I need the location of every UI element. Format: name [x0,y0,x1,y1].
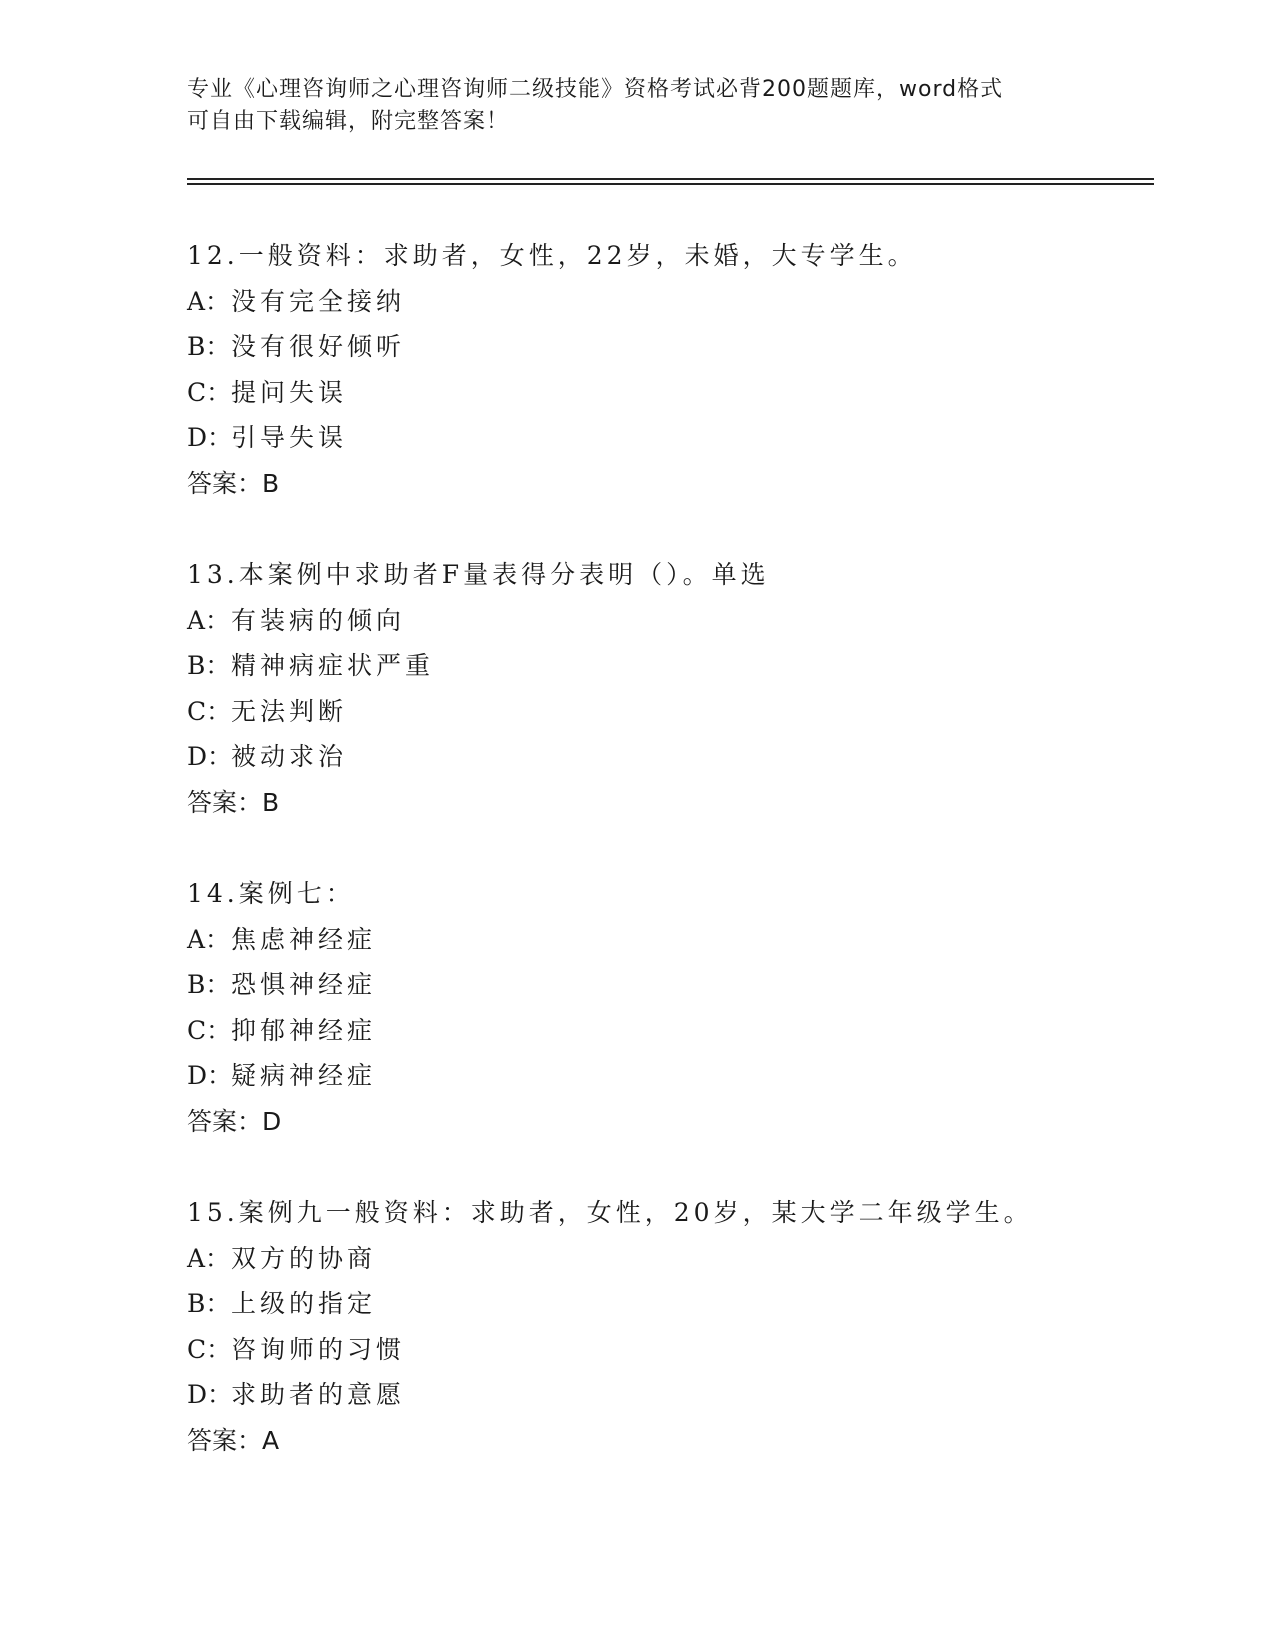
option-letter: B： [187,332,231,361]
answer-line: 答案：B [187,468,280,498]
option-text: 求助者的意愿 [231,1380,406,1409]
option-letter: D： [187,742,233,771]
question-15 [187,1190,1147,1463]
header-divider-bottom [187,183,1154,185]
option-d [187,415,1147,461]
option-letter: C： [187,377,232,407]
header-line-2: 可自由下载编辑，附完整答案！ [187,109,510,134]
option-letter: A： [187,1243,231,1273]
option-c [187,370,1147,416]
option-letter: D： [187,1380,233,1409]
option-letter: C： [187,1334,232,1364]
option-text: 引导失误 [231,423,348,452]
option-d [187,1372,1147,1418]
option-c [187,689,1147,735]
question-stem: 13.本案例中求助者F量表得分表明（）。单选 [187,560,770,589]
option-a [187,279,1147,325]
option-text: 抑郁神经症 [231,1015,377,1045]
question-stem: 14.案例七： [187,879,355,908]
option-d [187,734,1147,780]
option-text: 被动求治 [231,742,348,771]
option-letter: A： [187,924,231,954]
option-b [187,324,1147,370]
document-header [187,74,1087,138]
option-text: 提问失误 [231,377,348,407]
option-text: 无法判断 [231,696,348,726]
option-letter: D： [187,423,233,452]
answer-line: 答案：D [187,1106,282,1136]
option-c [187,1008,1147,1054]
answer-line: 答案：A [187,1425,280,1455]
option-text: 没有很好倾听 [231,332,406,361]
option-a [187,598,1147,644]
option-text: 恐惧神经症 [231,970,377,999]
option-text: 焦虑神经症 [231,924,377,954]
option-letter: C： [187,1015,232,1045]
header-divider-top [187,178,1154,180]
option-b [187,643,1147,689]
option-text: 没有完全接纳 [231,286,406,316]
question-13 [187,552,1147,825]
option-letter: B： [187,1289,231,1318]
option-a [187,1236,1147,1282]
question-stem: 15.案例九一般资料：求助者，女性，20岁，某大学二年级学生。 [187,1198,1033,1227]
question-stem: 12.一般资料：求助者，女性，22岁，未婚，大专学生。 [187,241,917,270]
option-c [187,1327,1147,1373]
option-letter: B： [187,970,231,999]
answer-line: 答案：B [187,787,280,817]
option-text: 咨询师的习惯 [231,1334,406,1364]
option-text: 有装病的倾向 [231,605,406,635]
option-letter: D： [187,1061,233,1090]
option-text: 精神病症状严重 [231,651,435,680]
option-b [187,962,1147,1008]
option-letter: C： [187,696,232,726]
question-12 [187,233,1147,506]
option-b [187,1281,1147,1327]
option-text: 双方的协商 [231,1243,377,1273]
option-d [187,1053,1147,1099]
option-letter: A： [187,286,231,316]
option-text: 上级的指定 [231,1289,377,1318]
header-line-1: 专业《心理咨询师之心理咨询师二级技能》资格考试必背200题题库，word格式 [187,77,1004,102]
option-a [187,917,1147,963]
question-14 [187,871,1147,1144]
option-letter: B： [187,651,231,680]
option-text: 疑病神经症 [231,1061,377,1090]
option-letter: A： [187,605,231,635]
